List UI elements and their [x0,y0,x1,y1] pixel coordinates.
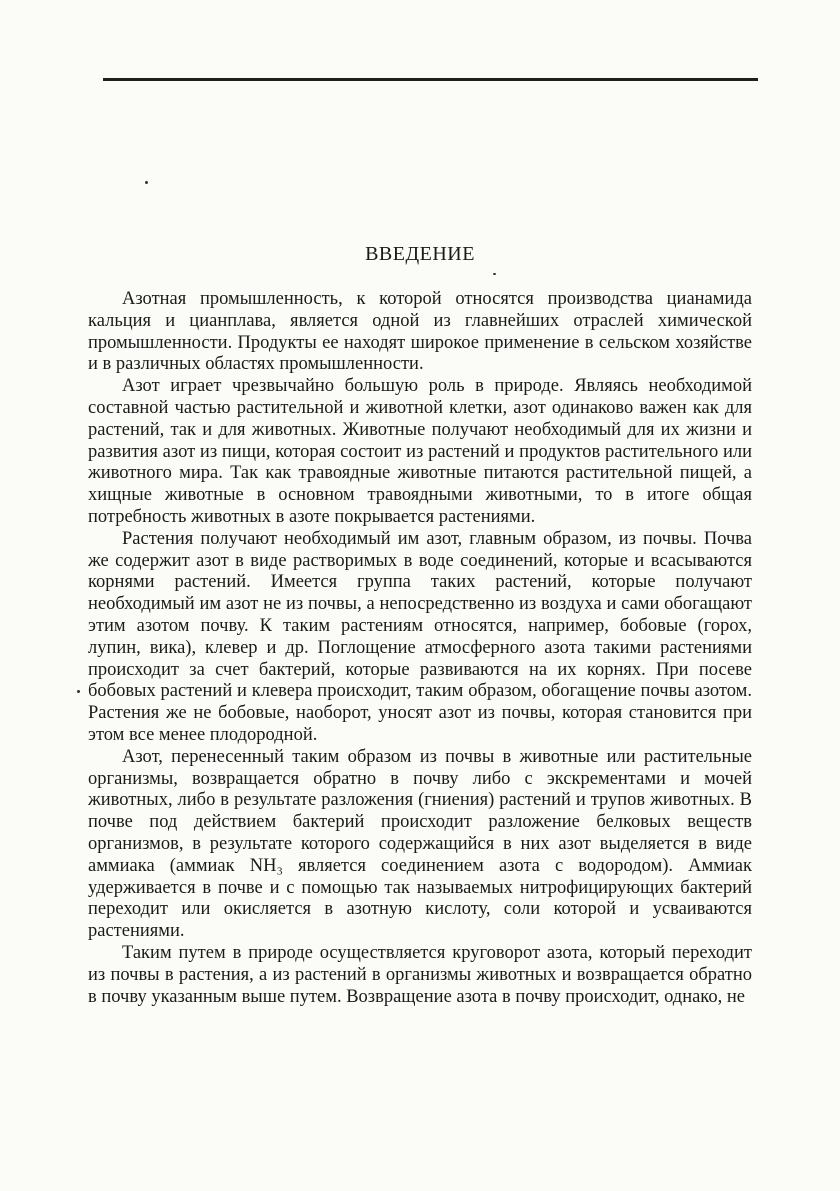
body-text [88,289,752,1008]
paragraph: Растения получают необходимый им азот, главным образом, из почвы. Почва же содержит азот в виде растворимых в воде соединений, которые и всасываются корнями растений. Имеется группа таких растений, которые получают необходимый им азот не из почвы, а непосредственно из воздуха и сами обогащают этим азотом почву. К таким растениям относятся, например, бобовые (горох, лупин, вика), клевер и др. Поглощение атмосферного азота такими растениями происходит за счет бактерий, которые развиваются на их корнях. При посеве бобовых растений и клевера происходит, таким образом, обогащение почвы азотом. Растения же не бобовые, наоборот, уносят азот из почвы, которая становится при этом все менее плодородной. [88,528,752,745]
header-rule [103,78,758,81]
paragraph: Азот, перенесенный таким образом из почвы в животные или растительные организмы, возвращается обратно в почву либо с экскрементами и мочей животных, либо в результате разложения (гниения) растений и трупов животных. В почве под действием бактерий происходит разложение белковых веществ организмов, в результате которого содержащийся в них азот выделяется в виде аммиака (аммиак NH₃ является соединением азота с водородом). Аммиак удерживается в почве и с помощью так называемых нитрофицирующих бактерий переходит или окисляется в азотную кислоту, соли которой и усваиваются растениями. [88,746,752,942]
print-speck [493,273,496,275]
paragraph: Азот играет чрезвычайно большую роль в природе. Являясь необходимой составной частью растительной и животной клетки, азот одинаково важен как для растений, так и для животных. Животные получают необходимый для их жизни и развития азот из пищи, которая состоит из растений и продуктов растительного или животного мира. Так как травоядные животные питаются растительной пищей, а хищные животные в основном травоядными животными, то в итоге общая потребность животных в азоте покрывается растениями. [88,376,752,527]
paragraph: Азотная промышленность, к которой относятся производства цианамида кальция и цианплава, является одной из главнейших отраслей химической промышленности. Продукты ее находят широкое применение в сельском хозяйстве и в различных областях промышленности. [88,289,752,375]
print-speck [77,690,80,693]
paragraph: Таким путем в природе осуществляется круговорот азота, который переходит из почвы в растения, а из растений в организмы животных и возвращается обратно в почву указанным выше путем. Возвращение азота в почву происходит, однако, не [88,942,752,1007]
page-title: ВВЕДЕНИЕ [365,243,475,265]
print-speck [145,181,148,184]
